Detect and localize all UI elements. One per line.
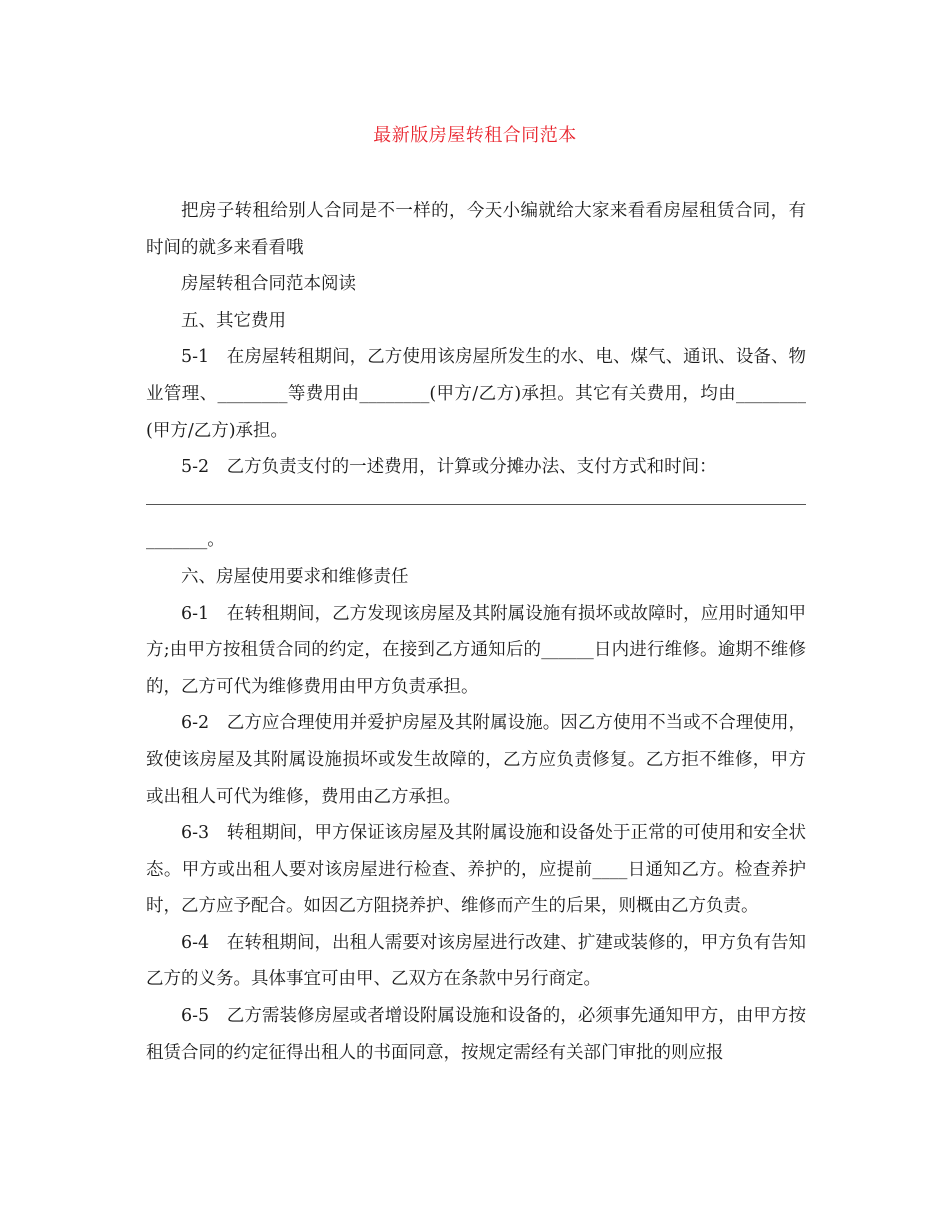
blank-fill-line [146,486,806,523]
blank-fill-end: _______。 [146,530,225,551]
section-heading-5: 五、其它费用 [181,310,286,331]
intro-paragraph: 把房子转租给别人合同是不一样的，今天小编就给大家来看看房屋租赁合同，有时间的就多来看看哦 [146,201,806,258]
document-body [146,193,806,1071]
clause-6-1: 6-1 在转租期间，乙方发现该房屋及其附属设施有损坏或故障时，应用时通知甲方;由甲方按租赁合同的约定，在接到乙方通知后的______日内进行维修。逾期不维修的，乙方可代为维修费用由甲方负责承担。 [146,603,806,697]
document-title: 最新版房屋转租合同范本 [373,125,577,146]
clause-6-5: 6-5 乙方需装修房屋或者增设附属设施和设备的，必须事先通知甲方，由甲方按租赁合同的约定征得出租人的书面同意，按规定需经有关部门审批的则应报 [146,1006,806,1063]
clause-6-2: 6-2 乙方应合理使用并爱护房屋及其附属设施。因乙方使用不当或不合理使用，致使该房屋及其附属设施损坏或发生故障的，乙方应负责修复。乙方拒不维修，甲方或出租人可代为维修，费用由乙方承担。 [146,713,806,807]
subtitle-paragraph: 房屋转租合同范本阅读 [181,274,356,295]
section-heading-6: 六、房屋使用要求和维修责任 [181,566,409,587]
clause-5-1: 5-1 在房屋转租期间，乙方使用该房屋所发生的水、电、煤气、通讯、设备、物业管理、________等费用由________(甲方/乙方)承担。其它有关费用，均由________(甲方/乙方)承担。 [146,347,806,441]
clause-5-2: 5-2 乙方负责支付的一述费用，计算或分摊办法、支付方式和时间： [181,457,717,478]
clause-6-4: 6-4 在转租期间，出租人需要对该房屋进行改建、扩建或装修的，甲方负有告知乙方的义务。具体事宜可由甲、乙双方在条款中另行商定。 [146,932,806,990]
clause-6-3: 6-3 转租期间，甲方保证该房屋及其附属设施和设备处于正常的可使用和安全状态。甲方或出租人要对该房屋进行检查、养护的，应提前____日通知乙方。检查养护时，乙方应予配合。如因乙方阻挠养护、维修而产生的后果，则概由乙方负责。 [146,823,806,917]
